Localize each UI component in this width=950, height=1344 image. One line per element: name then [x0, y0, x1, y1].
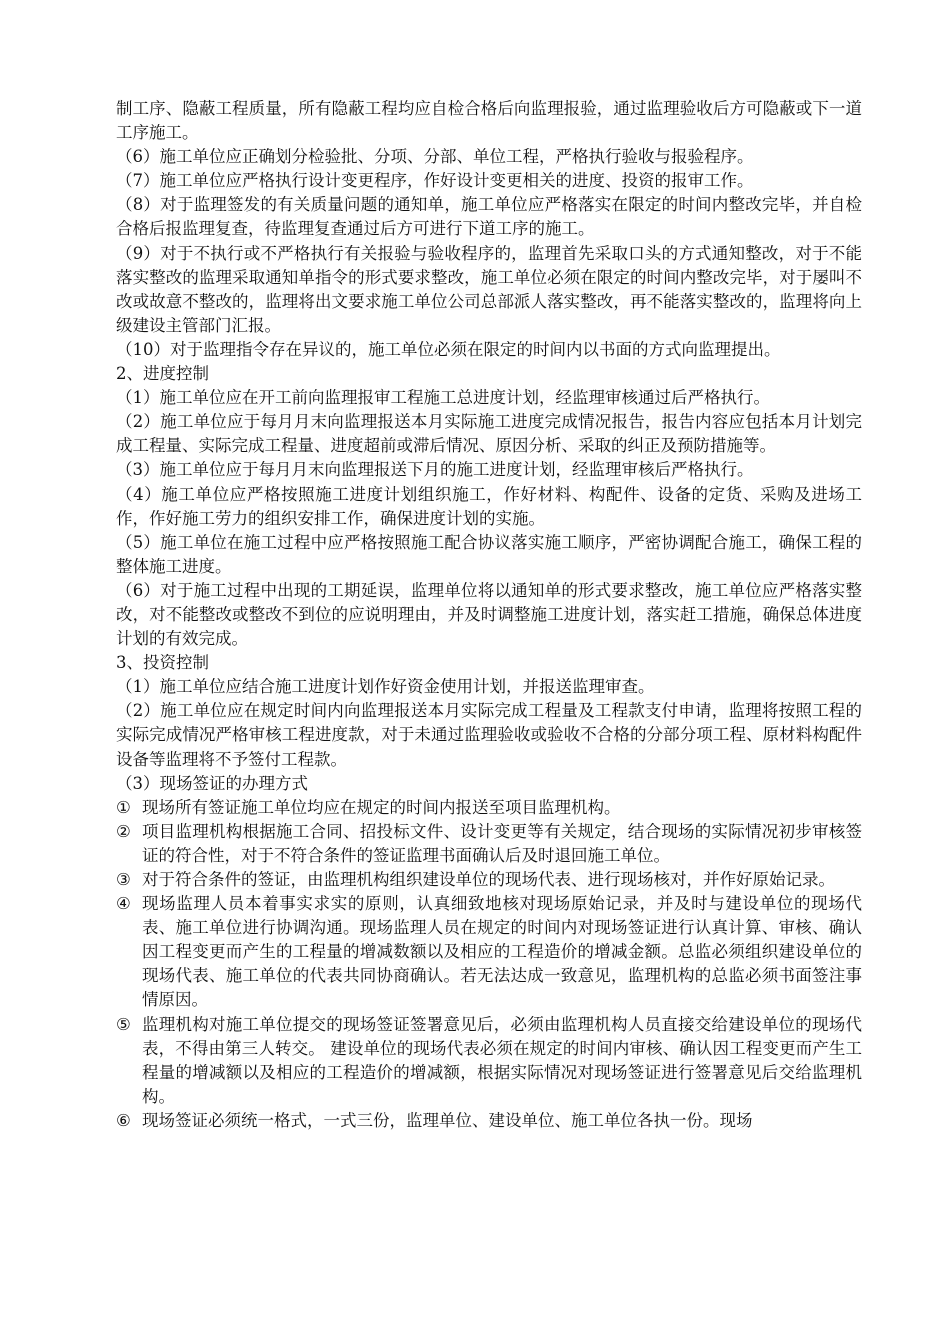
numbered-item — [116, 892, 862, 1012]
item-number: ② — [116, 821, 131, 841]
item-text: 现场签证必须统一格式，一式三份，监理单位、建设单位、施工单位各执一份。现场 — [142, 1110, 753, 1130]
paragraph-quality-8: （8）对于监理签发的有关质量问题的通知单，施工单位应严格落实在限定的时间内整改完毕，并自检合格后报监理复查，待监理复查通过后方可进行下道工序的施工。 — [116, 195, 862, 239]
paragraph-investment-1: （1）施工单位应结合施工进度计划作好资金使用计划，并报送监理审查。 — [116, 677, 655, 697]
paragraph-progress-4: （4）施工单位应严格按照施工进度计划组织施工，作好材料、构配件、设备的定货、采购及进场工作，作好施工劳力的组织安排工作，确保进度计划的实施。 — [116, 484, 862, 528]
section-heading-investment-control: 3、投资控制 — [116, 653, 209, 673]
item-text: 监理机构对施工单位提交的现场签证签署意见后，必须由监理机构人员直接交给建设单位的现场代表，不得由第三人转交。 建设单位的现场代表必须在规定的时间内审核、确认因工程变更而产生工程量的增减额以及相应的工程造价的增减额，根据实际情况对现场签证进行签署意见后交给监理机构。 — [142, 1014, 862, 1106]
paragraph-hidden-works-continued: 制工序、隐蔽工程质量，所有隐蔽工程均应自检合格后向监理报验，通过监理验收后方可隐蔽或下一道工序施工。 — [116, 99, 862, 143]
paragraph-progress-3: （3）施工单位应于每月月末向监理报送下月的施工进度计划，经监理审核后严格执行。 — [116, 460, 754, 480]
paragraph-investment-2: （2）施工单位应在规定时间内向监理报送本月实际完成工程量及工程款支付申请，监理将按照工程的实际完成情况严格审核工程进度款，对于未通过监理验收或验收不合格的分部分项工程、原材料构配件设备等监理将不予签付工程款。 — [116, 701, 862, 769]
numbered-item — [116, 1013, 862, 1109]
paragraph-quality-6: （6）施工单位应正确划分检验批、分项、分部、单位工程，严格执行验收与报验程序。 — [116, 147, 754, 167]
numbered-item — [116, 868, 862, 892]
paragraph-quality-7: （7）施工单位应严格执行设计变更程序，作好设计变更相关的进度、投资的报审工作。 — [116, 171, 754, 191]
paragraph-quality-10: （10）对于监理指令存在异议的，施工单位必须在限定的时间内以书面的方式向监理提出。 — [116, 339, 781, 359]
item-text: 现场监理人员本着事实求实的原则，认真细致地核对现场原始记录，并及时与建设单位的现场代表、施工单位进行协调沟通。现场监理人员在规定的时间内对现场签证进行认真计算、审核、确认因工程变更而产生的工程量的增减数额以及相应的工程造价的增减金额。总监必须组织建设单位的现场代表、施工单位的代表共同协商确认。若无法达成一致意见，监理机构的总监必须书面签注事情原因。 — [142, 894, 862, 1010]
item-text: 现场所有签证施工单位均应在规定的时间内报送至项目监理机构。 — [142, 797, 621, 817]
paragraph-progress-5: （5）施工单位在施工过程中应严格按照施工配合协议落实施工顺序，严密协调配合施工，确保工程的整体施工进度。 — [116, 532, 862, 576]
section-heading-progress-control: 2、进度控制 — [116, 364, 209, 384]
item-number: ⑤ — [116, 1014, 131, 1034]
numbered-item — [116, 796, 862, 820]
item-number: ③ — [116, 870, 131, 889]
paragraph-progress-2: （2）施工单位应于每月月末向监理报送本月实际施工进度完成情况报告，报告内容应包括本月计划完成工程量、实际完成工程量、进度超前或滞后情况、原因分析、采取的纠正及预防措施等。 — [116, 412, 862, 456]
item-text: 项目监理机构根据施工合同、招投标文件、设计变更等有关规定，结合现场的实际情况初步审核签证的符合性，对于不符合条件的签证监理书面确认后及时退回施工单位。 — [142, 821, 862, 865]
document-page — [116, 97, 862, 1133]
paragraph-investment-3: （3）现场签证的办理方式 — [116, 773, 308, 793]
item-number: ① — [116, 797, 131, 817]
paragraph-quality-9: （9）对于不执行或不严格执行有关报验与验收程序的，监理首先采取口头的方式通知整改，对于不能落实整改的监理采取通知单指令的形式要求整改，施工单位必须在限定的时间内整改完毕，对于屡叫不改或故意不整改的，监理将出文要求施工单位公司总部派人落实整改，再不能落实整改的，监理将向上级建设主管部门汇报。 — [116, 243, 862, 335]
paragraph-progress-6: （6）对于施工过程中出现的工期延误，监理单位将以通知单的形式要求整改，施工单位应严格落实整改，对不能整改或整改不到位的应说明理由，并及时调整施工进度计划，落实赶工措施，确保总体进度计划的有效完成。 — [116, 580, 862, 649]
item-number: ④ — [116, 894, 131, 914]
paragraph-progress-1: （1）施工单位应在开工前向监理报审工程施工总进度计划，经监理审核通过后严格执行。 — [116, 388, 770, 408]
item-text: 对于符合条件的签证，由监理机构组织建设单位的现场代表、进行现场核对，并作好原始记录。 — [142, 870, 835, 889]
item-number: ⑥ — [116, 1110, 131, 1130]
numbered-item — [116, 1109, 862, 1133]
numbered-item — [116, 820, 862, 868]
